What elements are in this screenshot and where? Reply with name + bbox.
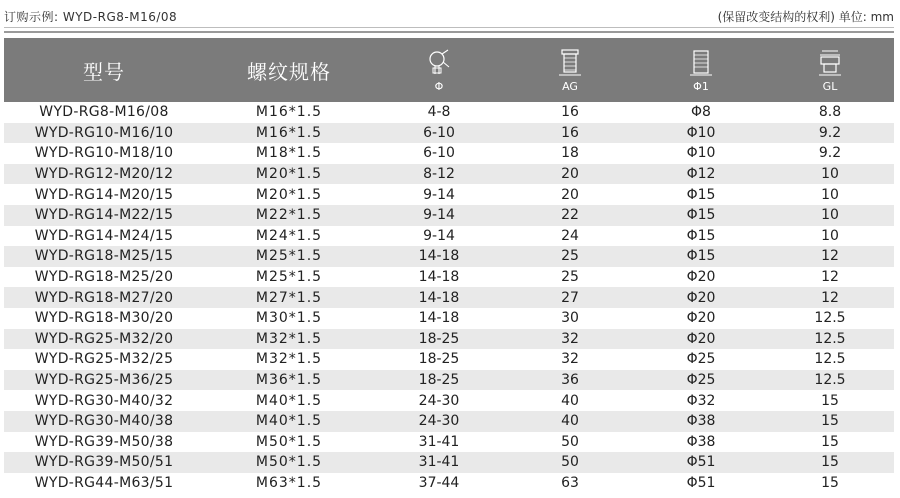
- cell-thread: M32*1.5: [255, 330, 323, 347]
- cell-phi1: Φ20: [686, 310, 716, 327]
- cell-gl: 10: [821, 227, 839, 244]
- gland-length-icon: [816, 48, 844, 78]
- cell-thread: M50*1.5: [255, 454, 323, 471]
- header-thread-label: 螺纹规格: [247, 59, 331, 84]
- table-row: [4, 287, 894, 308]
- cell-model: WYD-RG30-M40/32: [34, 392, 174, 409]
- cell-diameter: 14-18: [418, 289, 460, 306]
- table-row: [4, 226, 894, 247]
- cell-model: WYD-RG10-M18/10: [34, 145, 174, 162]
- cell-ag: 30: [561, 310, 579, 327]
- cell-phi1: Φ10: [686, 145, 716, 162]
- rights-note: (保留改变结构的权利) 单位: mm: [717, 10, 894, 24]
- table-row: [4, 102, 894, 123]
- cell-ag: 25: [561, 248, 579, 265]
- cell-ag: 25: [561, 269, 579, 286]
- cell-thread: M20*1.5: [255, 166, 323, 183]
- cell-diameter: 9-14: [423, 227, 455, 244]
- cell-thread: M16*1.5: [255, 124, 323, 141]
- cell-thread: M16*1.5: [255, 104, 323, 121]
- table-row: [4, 432, 894, 453]
- cell-thread: M22*1.5: [255, 207, 323, 224]
- table-row: [4, 329, 894, 350]
- cell-model: WYD-RG25-M32/25: [34, 351, 174, 368]
- cell-gl: 15: [821, 392, 839, 409]
- cell-thread: M25*1.5: [255, 269, 323, 286]
- divider: [4, 27, 894, 28]
- table-row: [4, 143, 894, 164]
- cell-phi1: Φ51: [686, 474, 716, 491]
- table-row: [4, 473, 894, 494]
- cell-phi1: Φ32: [686, 392, 716, 409]
- cell-diameter: 14-18: [418, 248, 460, 265]
- table-row: [4, 390, 894, 411]
- cell-gl: 12.5: [814, 330, 846, 347]
- table-row: [4, 164, 894, 185]
- cell-model: WYD-RG30-M40/38: [34, 413, 174, 430]
- cell-gl: 9.2: [818, 145, 842, 162]
- header-phi1: [636, 38, 766, 102]
- cell-ag: 16: [561, 124, 579, 141]
- cell-model: WYD-RG18-M30/20: [34, 310, 174, 327]
- header-model: [4, 38, 204, 102]
- cell-ag: 24: [561, 227, 579, 244]
- cell-phi1: Φ10: [686, 124, 716, 141]
- cell-phi1: Φ15: [686, 207, 716, 224]
- cell-thread: M27*1.5: [255, 289, 323, 306]
- cell-gl: 10: [821, 186, 839, 203]
- header-ag-label: AG: [562, 79, 578, 93]
- table-row: [4, 349, 894, 370]
- cell-thread: M40*1.5: [255, 392, 323, 409]
- cell-ag: 32: [561, 351, 579, 368]
- cell-ag: 22: [561, 207, 579, 224]
- cell-model: WYD-RG39-M50/51: [34, 454, 174, 471]
- cell-thread: M25*1.5: [255, 248, 323, 265]
- cell-model: WYD-RG10-M16/10: [34, 124, 174, 141]
- header-gl-label: GL: [822, 79, 838, 93]
- cell-thread: M50*1.5: [255, 433, 323, 450]
- table-row: [4, 452, 894, 473]
- cell-ag: 50: [561, 433, 579, 450]
- top-line: [4, 6, 894, 26]
- cell-gl: 15: [821, 474, 839, 491]
- header-ag: [504, 38, 636, 102]
- cell-gl: 9.2: [818, 124, 842, 141]
- table-row: [4, 267, 894, 288]
- table-header: [4, 38, 894, 102]
- cell-diameter: 31-41: [418, 433, 460, 450]
- cell-gl: 12.5: [814, 372, 846, 389]
- cell-ag: 20: [561, 166, 579, 183]
- cell-thread: M32*1.5: [255, 351, 323, 368]
- cell-ag: 50: [561, 454, 579, 471]
- cell-phi1: Φ25: [686, 351, 716, 368]
- cell-thread: M36*1.5: [255, 372, 323, 389]
- cell-diameter: 8-12: [423, 166, 455, 183]
- cell-phi1: Φ38: [686, 433, 716, 450]
- cell-diameter: 24-30: [418, 413, 460, 430]
- cell-diameter: 18-25: [418, 372, 460, 389]
- divider-thick: [4, 31, 894, 33]
- cell-model: WYD-RG44-M63/51: [34, 474, 174, 491]
- header-diameter-label: Φ: [434, 79, 444, 93]
- cell-thread: M40*1.5: [255, 413, 323, 430]
- header-model-label: 型号: [83, 59, 125, 84]
- cell-diameter: 37-44: [418, 474, 460, 491]
- cell-gl: 15: [821, 454, 839, 471]
- cell-phi1: Φ15: [686, 227, 716, 244]
- cell-model: WYD-RG12-M20/12: [34, 166, 174, 183]
- cell-gl: 12.5: [814, 351, 846, 368]
- table-row: [4, 411, 894, 432]
- cell-ag: 63: [561, 474, 579, 491]
- cell-diameter: 9-14: [423, 186, 455, 203]
- cell-diameter: 24-30: [418, 392, 460, 409]
- header-gl: [766, 38, 894, 102]
- table-row: [4, 246, 894, 267]
- cell-model: WYD-RG39-M50/38: [34, 433, 174, 450]
- cell-gl: 12.5: [814, 310, 846, 327]
- cell-gl: 12: [821, 289, 839, 306]
- cell-diameter: 18-25: [418, 351, 460, 368]
- cell-ag: 36: [561, 372, 579, 389]
- cell-phi1: Φ25: [686, 372, 716, 389]
- cell-phi1: Φ20: [686, 289, 716, 306]
- table-row: [4, 205, 894, 226]
- cell-model: WYD-RG14-M24/15: [34, 227, 174, 244]
- table-row: [4, 123, 894, 144]
- cell-diameter: 9-14: [423, 207, 455, 224]
- spec-table: [4, 38, 894, 493]
- cell-ag: 20: [561, 186, 579, 203]
- cell-model: WYD-RG18-M25/15: [34, 248, 174, 265]
- table-row: [4, 308, 894, 329]
- cell-phi1: Φ51: [686, 454, 716, 471]
- cell-diameter: 18-25: [418, 330, 460, 347]
- cell-model: WYD-RG25-M36/25: [34, 372, 174, 389]
- cell-ag: 40: [561, 413, 579, 430]
- cell-phi1: Φ15: [686, 248, 716, 265]
- cell-model: WYD-RG14-M20/15: [34, 186, 174, 203]
- cell-thread: M20*1.5: [255, 186, 323, 203]
- cell-phi1: Φ38: [686, 413, 716, 430]
- cell-gl: 12: [821, 269, 839, 286]
- cell-ag: 40: [561, 392, 579, 409]
- cell-model: WYD-RG18-M25/20: [34, 269, 174, 286]
- cell-diameter: 6-10: [423, 145, 455, 162]
- header-thread: [204, 38, 374, 102]
- cell-thread: M63*1.5: [255, 474, 323, 491]
- cell-thread: M24*1.5: [255, 227, 323, 244]
- cell-gl: 10: [821, 166, 839, 183]
- cell-model: WYD-RG18-M27/20: [34, 289, 174, 306]
- cell-ag: 32: [561, 330, 579, 347]
- cell-thread: M30*1.5: [255, 310, 323, 327]
- cell-diameter: 4-8: [427, 104, 451, 121]
- cell-ag: 18: [561, 145, 579, 162]
- cell-gl: 10: [821, 207, 839, 224]
- cell-phi1: Φ15: [686, 186, 716, 203]
- cell-thread: M18*1.5: [255, 145, 323, 162]
- cell-phi1: Φ20: [686, 269, 716, 286]
- cell-phi1: Φ8: [691, 104, 711, 121]
- cable-clamp-icon: [425, 48, 453, 78]
- cell-model: WYD-RG25-M32/20: [34, 330, 174, 347]
- cell-gl: 15: [821, 433, 839, 450]
- table-row: [4, 184, 894, 205]
- cell-diameter: 14-18: [418, 269, 460, 286]
- cell-model: WYD-RG8-M16/08: [39, 104, 169, 121]
- cell-phi1: Φ12: [686, 166, 716, 183]
- thread-body-icon: [556, 48, 584, 78]
- cell-ag: 27: [561, 289, 579, 306]
- cell-ag: 16: [561, 104, 579, 121]
- table-body: [4, 102, 894, 493]
- cell-diameter: 31-41: [418, 454, 460, 471]
- cell-gl: 12: [821, 248, 839, 265]
- cell-phi1: Φ20: [686, 330, 716, 347]
- header-phi1-label: Φ1: [693, 79, 709, 93]
- nut-width-icon: [687, 48, 715, 78]
- cell-diameter: 6-10: [423, 124, 455, 141]
- cell-model: WYD-RG14-M22/15: [34, 207, 174, 224]
- table-row: [4, 370, 894, 391]
- order-example: 订购示例: WYD-RG8-M16/08: [4, 10, 178, 24]
- cell-gl: 15: [821, 413, 839, 430]
- cell-gl: 8.8: [818, 104, 842, 121]
- header-diameter: [374, 38, 504, 102]
- cell-diameter: 14-18: [418, 310, 460, 327]
